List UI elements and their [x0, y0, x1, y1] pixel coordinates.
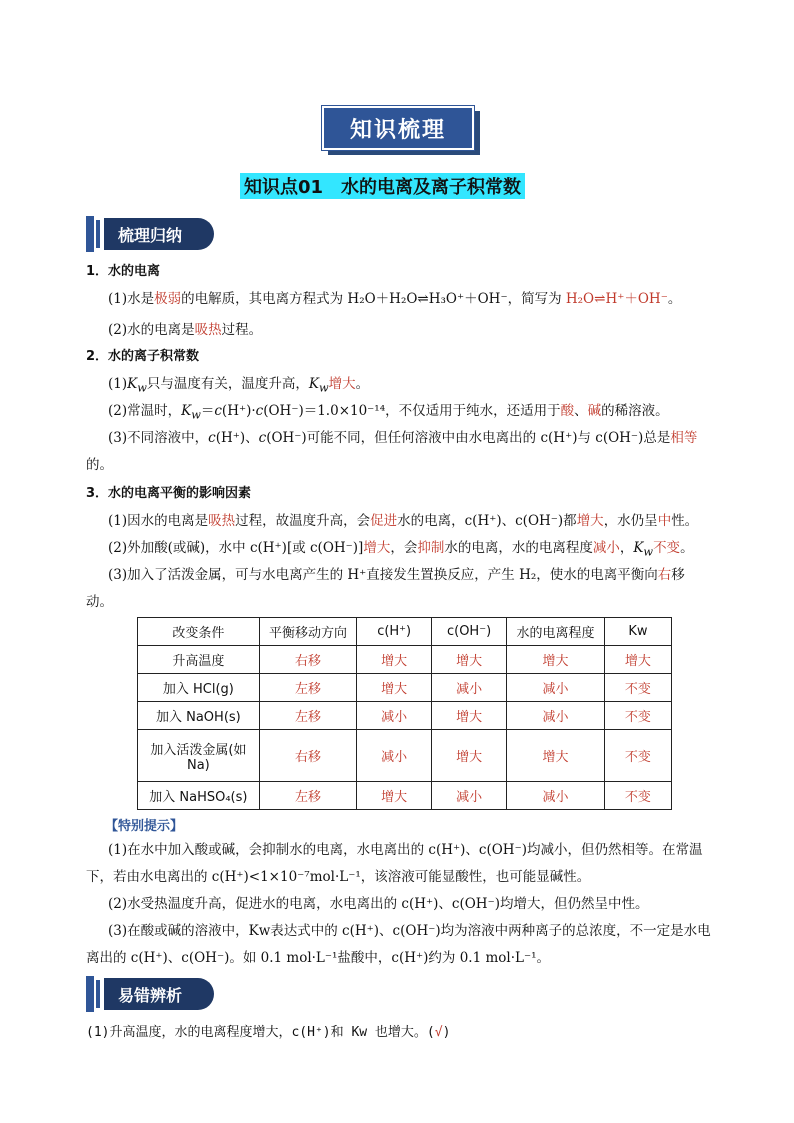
knowledge-point-title: 知识点01 水的电离及离子积常数	[240, 173, 525, 199]
table-cell: 增大	[604, 646, 671, 674]
answer: 增大	[328, 376, 356, 392]
table-header: 改变条件	[138, 618, 260, 646]
table-cell: 左移	[259, 782, 357, 810]
table-cell: 左移	[259, 702, 357, 730]
table-cell: 减小	[357, 702, 432, 730]
symbol-sub: w	[643, 545, 654, 559]
text: 。	[667, 291, 682, 307]
tag-label: 易错辨析	[104, 978, 214, 1010]
answer: 促进	[370, 513, 398, 529]
answer: H₂O	[565, 291, 595, 307]
text: (H⁺)、	[215, 430, 259, 446]
answer: 吸热	[194, 322, 222, 338]
page-title: 知识梳理	[322, 106, 474, 150]
note-1a: (1)在水中加入酸或碱，会抑制水的电离，水电离出的 c(H⁺)、c(OH⁻)均减小，但仍然相等。在常温	[108, 842, 703, 858]
text: (2)外加酸(或碱)，水中 c(H⁺)[或 c(OH⁻)]	[108, 540, 364, 556]
table-cell: 增大	[431, 702, 506, 730]
table-cell: 右移	[259, 730, 357, 782]
table-cell: 不变	[604, 702, 671, 730]
symbol: c	[255, 403, 264, 419]
section-tag-summary	[86, 216, 214, 252]
tag-label: 梳理归纳	[104, 218, 214, 250]
answer: 减小	[592, 540, 620, 556]
text: 的电解质，其电离方程式为 H₂O＋H₂O	[181, 291, 418, 307]
table-cell: 不变	[604, 782, 671, 810]
text: (1)水是	[108, 291, 155, 307]
table-cell: 加入 NaHSO₄(s)	[138, 782, 260, 810]
symbol: K	[308, 376, 319, 392]
s2-line3-cont: 的。	[86, 457, 113, 473]
heading-water-ionization: 1．水的电离	[86, 264, 161, 279]
answer: H⁺＋OH⁻	[605, 291, 668, 307]
table-cell: 增大	[431, 730, 506, 782]
equilibrium-arrow: ⇌	[594, 291, 606, 307]
answer: 极弱	[154, 291, 182, 307]
s1-line1	[108, 289, 681, 309]
table-header: Kw	[604, 618, 671, 646]
text: (OH⁻)可能不同，但任何溶液中由水电离出的 c(H⁺)与 c(OH⁻)总是	[266, 430, 671, 446]
text: (2)常温时，	[108, 403, 182, 419]
text: 过程。	[221, 322, 263, 338]
symbol: c	[258, 430, 267, 446]
table-cell: 不变	[604, 674, 671, 702]
text: (OH⁻)＝1.0×10⁻¹⁴，不仅适用于纯水，还适用于	[263, 403, 561, 419]
table-cell: 减小	[431, 674, 506, 702]
text: )	[442, 1025, 451, 1040]
table-cell: 增大	[507, 730, 605, 782]
text: 。	[355, 376, 370, 392]
answer: 碱	[587, 403, 602, 419]
text: 水的电离，	[397, 513, 465, 529]
text: 、	[574, 403, 588, 419]
table-cell: 减小	[507, 782, 605, 810]
table-row	[138, 646, 672, 674]
table-cell: 加入 HCl(g)	[138, 674, 260, 702]
note-1b: 下，若由水电离出的 c(H⁺)<1×10⁻⁷mol·L⁻¹，该溶液可能显酸性，也可能显碱性。	[86, 869, 591, 885]
answer: 增大	[363, 540, 391, 556]
tag-bar-thin	[96, 980, 100, 1008]
answer: 吸热	[208, 513, 236, 529]
s2-line2	[108, 401, 669, 426]
text: (3)加入了活泼金属，可与水电离产生的 H⁺直接发生置换反应，产生 H₂，使水的电离平衡向	[108, 567, 658, 583]
table-cell: 减小	[357, 730, 432, 782]
s2-line1	[108, 374, 369, 399]
text: (1)因水的电离是	[108, 513, 209, 529]
table-cell: 增大	[357, 674, 432, 702]
table-row	[138, 674, 672, 702]
symbol: K	[181, 403, 192, 419]
equilibrium-arrow: ⇌	[417, 291, 429, 307]
text: 的稀溶液。	[601, 403, 669, 419]
error-item-1	[86, 1023, 450, 1043]
heading-ion-product: 2．水的离子积常数	[86, 349, 200, 364]
table-cell: 不变	[604, 730, 671, 782]
table-header: 水的电离程度	[507, 618, 605, 646]
table-cell: 升高温度	[138, 646, 260, 674]
answer: 抑制	[417, 540, 445, 556]
table-cell: 加入 NaOH(s)	[138, 702, 260, 730]
text: 。	[680, 540, 694, 556]
table-cell: 加入活泼金属(如 Na)	[138, 730, 260, 782]
text: ＝	[200, 403, 215, 419]
tag-bar	[86, 976, 94, 1012]
section-tag-errors	[86, 976, 214, 1012]
answer: 酸	[560, 403, 575, 419]
symbol: c	[214, 403, 222, 419]
special-tips-heading: 【特别提示】	[105, 819, 184, 834]
text: 过程，故温度升高，会	[235, 513, 371, 529]
text: 水的电离，水的电离程度	[444, 540, 593, 556]
answer: 右	[657, 567, 672, 583]
table-cell: 增大	[357, 782, 432, 810]
symbol: c	[208, 430, 216, 446]
symbol-sub: w	[318, 381, 329, 395]
s1-line2	[108, 320, 262, 340]
text: (2)水的电离是	[108, 322, 195, 338]
text: 只与温度有关，温度升高，	[146, 376, 309, 392]
s3-line1	[108, 511, 698, 531]
s3-line2	[108, 538, 694, 563]
text: (H⁺)·	[221, 403, 256, 419]
check-mark-icon: √	[434, 1025, 443, 1040]
table-cell: 增大	[431, 646, 506, 674]
table-header: 平衡移动方向	[259, 618, 357, 646]
s2-line3	[108, 428, 697, 448]
table-header: c(H⁺)	[357, 618, 432, 646]
text: (1)升高温度，水的电离程度增大，c(H⁺)和 Kw 也增大。(	[86, 1025, 435, 1040]
text: ，会	[390, 540, 418, 556]
answer: 不变	[653, 540, 681, 556]
text: (3)不同溶液中，	[108, 430, 209, 446]
s3-line3	[108, 565, 685, 585]
table-header: c(OH⁻)	[431, 618, 506, 646]
table-cell: 右移	[259, 646, 357, 674]
table-row	[138, 782, 672, 810]
tag-bar-thin	[96, 220, 100, 248]
influence-table	[137, 617, 672, 810]
table-row	[138, 702, 672, 730]
table-cell: 左移	[259, 674, 357, 702]
symbol-sub: w	[137, 381, 147, 395]
answer: 相等	[670, 430, 698, 446]
answer: 增大	[576, 513, 604, 529]
s3-line3-cont: 动。	[86, 594, 113, 610]
table-cell: 增大	[357, 646, 432, 674]
table-cell: 减小	[507, 674, 605, 702]
note-3b: 离出的 c(H⁺)、c(OH⁻)。如 0.1 mol·L⁻¹盐酸中，c(H⁺)约为 0.1 mol·L⁻¹。	[86, 950, 551, 966]
tag-bar	[86, 216, 94, 252]
table-header-row	[138, 618, 672, 646]
table-row	[138, 730, 672, 782]
symbol-sub: w	[191, 408, 201, 422]
text: c(H⁺)、c(OH⁻)都	[464, 513, 577, 529]
note-2: (2)水受热温度升高，促进水的电离，水电离出的 c(H⁺)、c(OH⁻)均增大，但仍然呈中性。	[108, 896, 649, 912]
heading-influence-factors: 3．水的电离平衡的影响因素	[86, 486, 252, 501]
text: ，	[619, 540, 634, 556]
symbol: K	[127, 376, 138, 392]
table-cell: 减小	[431, 782, 506, 810]
answer: 中	[657, 513, 672, 529]
table-cell: 增大	[507, 646, 605, 674]
symbol: K	[633, 540, 644, 556]
text: 移	[671, 567, 685, 583]
page-title-box	[322, 106, 480, 154]
table-cell: 减小	[507, 702, 605, 730]
text: (1)	[108, 376, 128, 392]
text: H₃O⁺＋OH⁻，简写为	[428, 291, 566, 307]
text: ，水仍呈	[603, 513, 658, 529]
note-3a: (3)在酸或碱的溶液中，Kw表达式中的 c(H⁺)、c(OH⁻)均为溶液中两种离子的总浓度，不一定是水电	[108, 923, 711, 939]
text: 性。	[671, 513, 699, 529]
